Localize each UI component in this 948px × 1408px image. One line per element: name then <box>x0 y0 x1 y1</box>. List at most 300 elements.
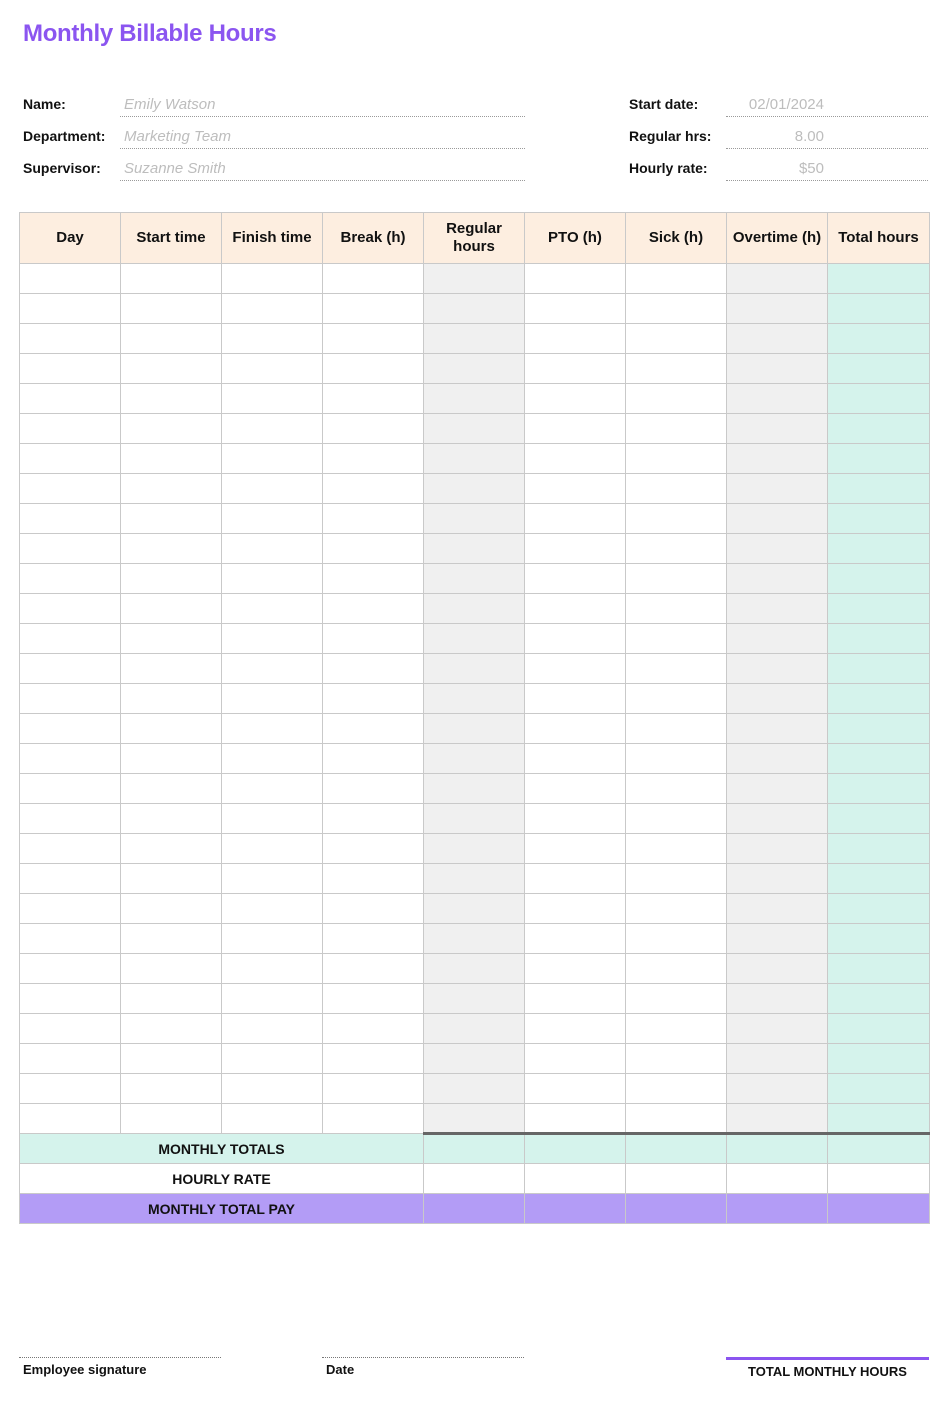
table-cell[interactable] <box>626 624 727 654</box>
table-cell[interactable] <box>727 384 828 414</box>
table-cell[interactable] <box>222 1104 323 1134</box>
table-cell[interactable] <box>727 294 828 324</box>
table-cell[interactable] <box>525 774 626 804</box>
table-cell[interactable] <box>424 624 525 654</box>
table-cell[interactable] <box>424 774 525 804</box>
table-cell[interactable] <box>727 1134 828 1164</box>
table-cell[interactable] <box>727 534 828 564</box>
table-cell[interactable] <box>323 774 424 804</box>
table-cell[interactable] <box>727 1104 828 1134</box>
table-cell[interactable] <box>323 1074 424 1104</box>
table-cell[interactable] <box>222 324 323 354</box>
table-cell[interactable] <box>626 834 727 864</box>
table-cell[interactable] <box>20 1014 121 1044</box>
department-field[interactable]: Marketing Team <box>120 127 525 149</box>
table-cell[interactable] <box>121 264 222 294</box>
table-cell[interactable] <box>828 534 930 564</box>
table-cell[interactable] <box>20 804 121 834</box>
table-cell[interactable] <box>424 504 525 534</box>
table-cell[interactable] <box>20 774 121 804</box>
table-cell[interactable] <box>20 264 121 294</box>
table-cell[interactable] <box>222 264 323 294</box>
table-cell[interactable] <box>222 564 323 594</box>
table-cell[interactable] <box>424 924 525 954</box>
table-cell[interactable] <box>323 324 424 354</box>
table-cell[interactable] <box>828 804 930 834</box>
table-cell[interactable] <box>828 264 930 294</box>
table-cell[interactable] <box>222 1014 323 1044</box>
table-cell[interactable] <box>424 564 525 594</box>
table-cell[interactable] <box>20 324 121 354</box>
table-cell[interactable] <box>727 624 828 654</box>
table-cell[interactable] <box>727 924 828 954</box>
table-cell[interactable] <box>626 954 727 984</box>
table-cell[interactable] <box>323 264 424 294</box>
table-cell[interactable] <box>222 294 323 324</box>
start-date-label: Start date: <box>629 96 699 112</box>
table-cell[interactable] <box>828 624 930 654</box>
table-cell[interactable] <box>525 804 626 834</box>
table-cell[interactable] <box>525 1074 626 1104</box>
table-cell[interactable] <box>828 894 930 924</box>
table-cell[interactable] <box>424 894 525 924</box>
table-cell[interactable] <box>323 594 424 624</box>
table-cell[interactable] <box>323 624 424 654</box>
table-cell[interactable] <box>626 534 727 564</box>
table-cell[interactable] <box>20 654 121 684</box>
table-cell[interactable] <box>626 744 727 774</box>
table-cell[interactable] <box>222 804 323 834</box>
table-cell[interactable] <box>20 984 121 1014</box>
table-cell[interactable] <box>121 564 222 594</box>
table-cell[interactable] <box>121 474 222 504</box>
monthly-totals-label: MONTHLY TOTALS <box>20 1134 424 1164</box>
table-cell[interactable] <box>626 654 727 684</box>
table-cell[interactable] <box>727 444 828 474</box>
table-cell[interactable] <box>626 294 727 324</box>
table-cell[interactable] <box>626 774 727 804</box>
table-cell[interactable] <box>727 594 828 624</box>
table-cell[interactable] <box>424 1134 525 1164</box>
table-cell[interactable] <box>121 384 222 414</box>
table-cell[interactable] <box>525 714 626 744</box>
table-cell[interactable] <box>626 354 727 384</box>
table-cell[interactable] <box>525 324 626 354</box>
table-cell[interactable] <box>424 474 525 504</box>
table-cell[interactable] <box>222 354 323 384</box>
table-cell[interactable] <box>20 714 121 744</box>
table-cell[interactable] <box>20 864 121 894</box>
table-cell[interactable] <box>323 894 424 924</box>
table-cell[interactable] <box>525 384 626 414</box>
table-cell[interactable] <box>424 684 525 714</box>
table-row <box>20 984 930 1014</box>
start-date-field[interactable]: 02/01/2024 <box>726 95 928 117</box>
employee-signature-line[interactable] <box>19 1357 221 1381</box>
table-cell[interactable] <box>727 864 828 894</box>
table-cell[interactable] <box>222 654 323 684</box>
table-cell[interactable] <box>20 384 121 414</box>
table-cell[interactable] <box>20 624 121 654</box>
table-cell[interactable] <box>222 1074 323 1104</box>
table-cell[interactable] <box>525 984 626 1014</box>
table-cell[interactable] <box>727 654 828 684</box>
table-cell[interactable] <box>323 954 424 984</box>
table-cell[interactable] <box>626 444 727 474</box>
table-cell[interactable] <box>222 774 323 804</box>
table-cell[interactable] <box>121 894 222 924</box>
table-cell[interactable] <box>626 894 727 924</box>
table-cell[interactable] <box>20 1104 121 1134</box>
table-cell[interactable] <box>626 1044 727 1074</box>
table-cell[interactable] <box>121 1104 222 1134</box>
table-cell[interactable] <box>323 474 424 504</box>
table-cell[interactable] <box>424 594 525 624</box>
table-cell[interactable] <box>525 624 626 654</box>
table-cell[interactable] <box>424 414 525 444</box>
table-cell[interactable] <box>828 294 930 324</box>
table-cell[interactable] <box>727 474 828 504</box>
table-cell[interactable] <box>828 1164 930 1194</box>
table-cell[interactable] <box>323 1014 424 1044</box>
table-cell[interactable] <box>525 864 626 894</box>
table-cell[interactable] <box>424 1104 525 1134</box>
table-cell[interactable] <box>424 324 525 354</box>
table-cell[interactable] <box>828 474 930 504</box>
table-cell[interactable] <box>525 1194 626 1224</box>
table-cell[interactable] <box>222 714 323 744</box>
table-cell[interactable] <box>20 294 121 324</box>
table-cell[interactable] <box>222 384 323 414</box>
table-cell[interactable] <box>525 954 626 984</box>
table-cell[interactable] <box>828 954 930 984</box>
table-cell[interactable] <box>323 834 424 864</box>
table-cell[interactable] <box>626 414 727 444</box>
table-cell[interactable] <box>222 594 323 624</box>
table-cell[interactable] <box>828 1104 930 1134</box>
table-cell[interactable] <box>20 1074 121 1104</box>
table-cell[interactable] <box>727 1014 828 1044</box>
table-cell[interactable] <box>626 324 727 354</box>
table-cell[interactable] <box>828 564 930 594</box>
table-cell[interactable] <box>424 294 525 324</box>
table-cell[interactable] <box>222 474 323 504</box>
table-cell[interactable] <box>828 504 930 534</box>
table-row <box>20 534 930 564</box>
table-cell[interactable] <box>727 354 828 384</box>
table-cell[interactable] <box>525 504 626 534</box>
table-cell[interactable] <box>828 684 930 714</box>
table-cell[interactable] <box>323 924 424 954</box>
table-cell[interactable] <box>626 924 727 954</box>
table-cell[interactable] <box>828 414 930 444</box>
table-cell[interactable] <box>828 384 930 414</box>
table-cell[interactable] <box>424 354 525 384</box>
table-cell[interactable] <box>828 354 930 384</box>
table-cell[interactable] <box>20 834 121 864</box>
table-cell[interactable] <box>626 804 727 834</box>
hourly-rate-field[interactable]: $50 <box>726 159 928 181</box>
table-cell[interactable] <box>121 804 222 834</box>
table-cell[interactable] <box>323 534 424 564</box>
table-cell[interactable] <box>323 1044 424 1074</box>
table-cell[interactable] <box>525 1104 626 1134</box>
table-cell[interactable] <box>222 504 323 534</box>
table-cell[interactable] <box>323 384 424 414</box>
table-cell[interactable] <box>626 504 727 534</box>
table-cell[interactable] <box>525 1014 626 1044</box>
table-cell[interactable] <box>222 624 323 654</box>
table-cell[interactable] <box>828 654 930 684</box>
table-cell[interactable] <box>424 744 525 774</box>
table-cell[interactable] <box>727 774 828 804</box>
table-cell[interactable] <box>626 594 727 624</box>
table-cell[interactable] <box>727 684 828 714</box>
table-cell[interactable] <box>121 684 222 714</box>
table-cell[interactable] <box>323 504 424 534</box>
table-cell[interactable] <box>222 534 323 564</box>
table-cell[interactable] <box>626 1074 727 1104</box>
table-row <box>20 294 930 324</box>
table-cell[interactable] <box>828 864 930 894</box>
table-cell[interactable] <box>525 414 626 444</box>
table-cell[interactable] <box>424 984 525 1014</box>
table-cell[interactable] <box>626 384 727 414</box>
table-cell[interactable] <box>424 1164 525 1194</box>
table-cell[interactable] <box>727 1044 828 1074</box>
table-cell[interactable] <box>525 444 626 474</box>
table-cell[interactable] <box>121 444 222 474</box>
table-cell[interactable] <box>121 774 222 804</box>
table-cell[interactable] <box>20 954 121 984</box>
page-title: Monthly Billable Hours <box>23 20 277 47</box>
table-cell[interactable] <box>222 834 323 864</box>
table-cell[interactable] <box>424 444 525 474</box>
table-cell[interactable] <box>323 294 424 324</box>
table-cell[interactable] <box>121 504 222 534</box>
table-cell[interactable] <box>20 534 121 564</box>
table-cell[interactable] <box>222 444 323 474</box>
table-cell[interactable] <box>525 474 626 504</box>
table-cell[interactable] <box>525 834 626 864</box>
table-cell[interactable] <box>121 834 222 864</box>
table-cell[interactable] <box>222 864 323 894</box>
table-cell[interactable] <box>424 954 525 984</box>
table-row <box>20 774 930 804</box>
table-cell[interactable] <box>323 1104 424 1134</box>
table-cell[interactable] <box>20 1044 121 1074</box>
table-cell[interactable] <box>626 264 727 294</box>
table-cell[interactable] <box>323 654 424 684</box>
table-cell[interactable] <box>20 354 121 384</box>
table-cell[interactable] <box>20 894 121 924</box>
table-cell[interactable] <box>323 354 424 384</box>
table-cell[interactable] <box>525 534 626 564</box>
table-cell[interactable] <box>828 834 930 864</box>
table-cell[interactable] <box>121 534 222 564</box>
table-cell[interactable] <box>828 714 930 744</box>
table-cell[interactable] <box>727 414 828 444</box>
table-cell[interactable] <box>424 1194 525 1224</box>
table-cell[interactable] <box>828 1134 930 1164</box>
table-cell[interactable] <box>121 594 222 624</box>
table-cell[interactable] <box>121 954 222 984</box>
table-cell[interactable] <box>424 834 525 864</box>
table-cell[interactable] <box>828 1014 930 1044</box>
table-cell[interactable] <box>121 714 222 744</box>
table-cell[interactable] <box>424 384 525 414</box>
table-cell[interactable] <box>121 654 222 684</box>
table-cell[interactable] <box>323 714 424 744</box>
table-cell[interactable] <box>323 684 424 714</box>
table-cell[interactable] <box>121 1074 222 1104</box>
table-cell[interactable] <box>20 414 121 444</box>
table-cell[interactable] <box>222 954 323 984</box>
table-cell[interactable] <box>20 924 121 954</box>
hourly-rate-row <box>20 1164 930 1194</box>
table-cell[interactable] <box>525 264 626 294</box>
table-cell[interactable] <box>424 534 525 564</box>
table-cell[interactable] <box>121 624 222 654</box>
table-cell[interactable] <box>222 744 323 774</box>
table-cell[interactable] <box>727 564 828 594</box>
table-cell[interactable] <box>525 684 626 714</box>
table-cell[interactable] <box>20 684 121 714</box>
table-cell[interactable] <box>424 1044 525 1074</box>
table-cell[interactable] <box>121 864 222 894</box>
table-cell[interactable] <box>323 864 424 894</box>
table-cell[interactable] <box>222 924 323 954</box>
header-sick: Sick (h) <box>626 213 727 264</box>
table-row <box>20 714 930 744</box>
table-cell[interactable] <box>626 684 727 714</box>
table-cell[interactable] <box>525 1044 626 1074</box>
table-cell[interactable] <box>424 1014 525 1044</box>
table-cell[interactable] <box>222 1044 323 1074</box>
table-cell[interactable] <box>828 324 930 354</box>
table-cell[interactable] <box>222 984 323 1014</box>
table-cell[interactable] <box>828 444 930 474</box>
table-cell[interactable] <box>727 1074 828 1104</box>
table-cell[interactable] <box>626 1194 727 1224</box>
table-cell[interactable] <box>727 804 828 834</box>
table-cell[interactable] <box>727 954 828 984</box>
table-cell[interactable] <box>323 414 424 444</box>
table-cell[interactable] <box>121 984 222 1014</box>
table-cell[interactable] <box>626 1104 727 1134</box>
table-cell[interactable] <box>121 744 222 774</box>
date-label: Date <box>326 1362 355 1377</box>
table-cell[interactable] <box>20 594 121 624</box>
table-cell[interactable] <box>626 564 727 594</box>
table-cell[interactable] <box>525 894 626 924</box>
table-cell[interactable] <box>727 984 828 1014</box>
table-cell[interactable] <box>424 1074 525 1104</box>
table-cell[interactable] <box>828 1074 930 1104</box>
supervisor-label: Supervisor: <box>23 160 101 176</box>
table-row <box>20 1074 930 1104</box>
table-cell[interactable] <box>424 804 525 834</box>
table-row <box>20 594 930 624</box>
table-cell[interactable] <box>626 864 727 894</box>
table-cell[interactable] <box>727 714 828 744</box>
table-cell[interactable] <box>727 1194 828 1224</box>
table-cell[interactable] <box>20 564 121 594</box>
table-cell[interactable] <box>727 744 828 774</box>
table-cell[interactable] <box>626 1014 727 1044</box>
table-cell[interactable] <box>828 1044 930 1074</box>
table-cell[interactable] <box>20 474 121 504</box>
table-cell[interactable] <box>828 924 930 954</box>
table-cell[interactable] <box>424 714 525 744</box>
table-row <box>20 474 930 504</box>
table-cell[interactable] <box>222 684 323 714</box>
table-cell[interactable] <box>727 324 828 354</box>
table-cell[interactable] <box>323 804 424 834</box>
table-cell[interactable] <box>424 264 525 294</box>
table-cell[interactable] <box>121 1044 222 1074</box>
table-cell[interactable] <box>626 714 727 744</box>
table-cell[interactable] <box>323 744 424 774</box>
table-cell[interactable] <box>20 504 121 534</box>
table-cell[interactable] <box>828 1194 930 1224</box>
table-cell[interactable] <box>626 1134 727 1164</box>
table-cell[interactable] <box>828 594 930 624</box>
table-cell[interactable] <box>121 1014 222 1044</box>
table-cell[interactable] <box>121 414 222 444</box>
table-cell[interactable] <box>222 894 323 924</box>
table-cell[interactable] <box>323 564 424 594</box>
table-cell[interactable] <box>121 924 222 954</box>
table-cell[interactable] <box>323 444 424 474</box>
table-cell[interactable] <box>525 654 626 684</box>
table-cell[interactable] <box>828 774 930 804</box>
table-cell[interactable] <box>525 1134 626 1164</box>
table-cell[interactable] <box>727 894 828 924</box>
date-signature-line[interactable] <box>322 1357 524 1381</box>
table-cell[interactable] <box>222 414 323 444</box>
table-cell[interactable] <box>525 924 626 954</box>
table-cell[interactable] <box>525 744 626 774</box>
regular-hrs-field[interactable]: 8.00 <box>726 127 928 149</box>
table-cell[interactable] <box>525 1164 626 1194</box>
table-cell[interactable] <box>525 354 626 384</box>
table-cell[interactable] <box>525 564 626 594</box>
table-cell[interactable] <box>626 1164 727 1194</box>
table-cell[interactable] <box>626 984 727 1014</box>
table-cell[interactable] <box>20 444 121 474</box>
table-cell[interactable] <box>121 294 222 324</box>
header-regular-hours <box>424 213 525 264</box>
table-cell[interactable] <box>828 984 930 1014</box>
table-cell[interactable] <box>121 324 222 354</box>
table-cell[interactable] <box>525 294 626 324</box>
table-cell[interactable] <box>727 1164 828 1194</box>
table-cell[interactable] <box>828 744 930 774</box>
supervisor-field[interactable]: Suzanne Smith <box>120 159 525 181</box>
table-cell[interactable] <box>727 504 828 534</box>
table-cell[interactable] <box>20 744 121 774</box>
table-cell[interactable] <box>121 354 222 384</box>
table-cell[interactable] <box>525 594 626 624</box>
name-field[interactable]: Emily Watson <box>120 95 525 117</box>
table-cell[interactable] <box>727 264 828 294</box>
table-cell[interactable] <box>626 474 727 504</box>
table-cell[interactable] <box>727 834 828 864</box>
table-cell[interactable] <box>323 984 424 1014</box>
table-cell[interactable] <box>424 654 525 684</box>
table-cell[interactable] <box>424 864 525 894</box>
